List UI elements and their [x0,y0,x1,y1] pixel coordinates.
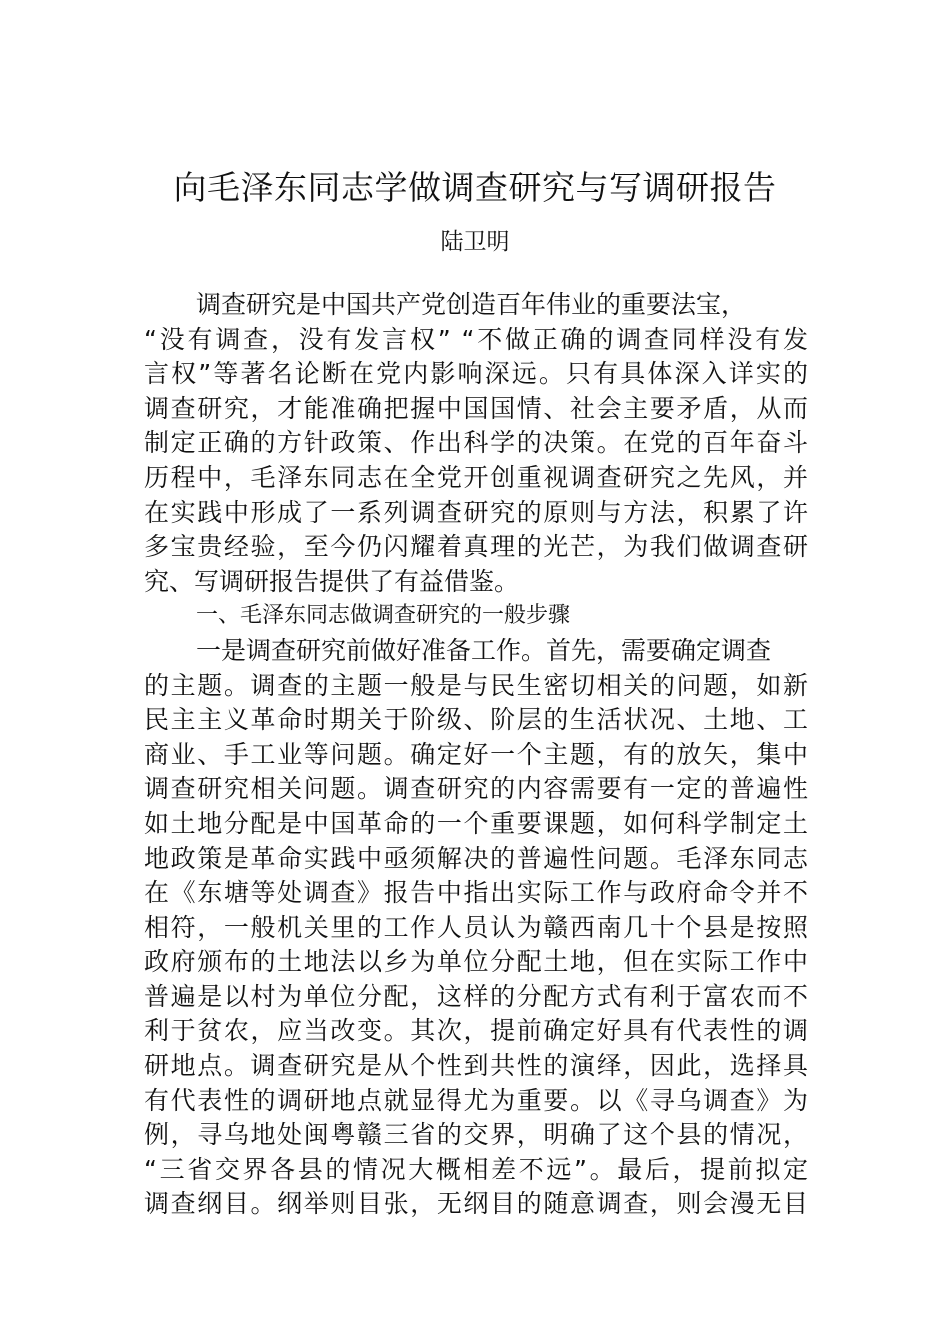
text-line: 相符，一般机关里的工作人员认为赣西南几十个县是按照 [144,912,808,942]
text-line: 历程中，毛泽东同志在全党开创重视调查研究之先风，并 [144,462,808,492]
text-line: 地政策是革命实践中亟须解决的普遍性问题。毛泽东同志 [144,843,808,873]
text-line: 研地点。调查研究是从个性到共性的演绎，因此，选择具 [144,1051,808,1081]
text-line: 调查研究，才能准确把握中国国情、社会主要矛盾，从而 [144,393,808,423]
document-title: 向毛泽东同志学做调查研究与写调研报告 [173,168,777,207]
text-line: 制定正确的方针政策、作出科学的决策。在党的百年奋斗 [144,428,808,458]
text-line: 的主题。调查的主题一般是与民生密切相关的问题，如新 [144,670,808,700]
text-line: 政府颁布的土地法以乡为单位分配土地，但在实际工作中 [144,947,808,977]
text-line: 普遍是以村为单位分配，这样的分配方式有利于富农而不 [144,981,808,1011]
text-line: 究、写调研报告提供了有益借鉴。 [144,566,520,596]
text-line: 言权”等著名论断在党内影响深远。只有具体深入详实的 [144,359,808,389]
text-line: “三省交界各县的情况大概相差不远”。最后，提前拟定 [144,1154,808,1184]
document-author: 陆卫明 [440,229,510,255]
text-line: 调查研究是中国共产党创造百年伟业的重要法宝， [196,290,747,319]
text-line: 商业、手工业等问题。确定好一个主题，有的放矢，集中 [144,739,808,769]
text-line: 在实践中形成了一系列调查研究的原则与方法，积累了许 [144,497,808,527]
text-line: 调查纲目。纲举则目张，无纲目的随意调查，则会漫无目 [144,1189,808,1219]
text-line: 例，寻乌地处闽粤赣三省的交界，明确了这个县的情况， [144,1120,808,1150]
text-line: 多宝贵经验，至今仍闪耀着真理的光芒，为我们做调查研 [144,532,808,562]
text-line: 一是调查研究前做好准备工作。首先，需要确定调查 [196,635,772,665]
text-line: 有代表性的调研地点就显得尤为重要。以《寻乌调查》为 [144,1085,808,1115]
section-heading: 一、毛泽东同志做调查研究的一般步骤 [196,603,571,629]
text-line: 调查研究相关问题。调查研究的内容需要有一定的普遍性 [144,774,808,804]
text-line: “没有调查，没有发言权” “不做正确的调查同样没有发 [144,324,808,354]
text-line: 民主主义革命时期关于阶级、阶层的生活状况、土地、工 [144,705,808,735]
document-body [144,288,808,1222]
text-line: 如土地分配是中国革命的一个重要课题，如何科学制定土 [144,808,808,838]
text-line: 在《东塘等处调查》报告中指出实际工作与政府命令并不 [144,878,808,908]
text-line: 利于贫农，应当改变。其次，提前确定好具有代表性的调 [144,1016,808,1046]
